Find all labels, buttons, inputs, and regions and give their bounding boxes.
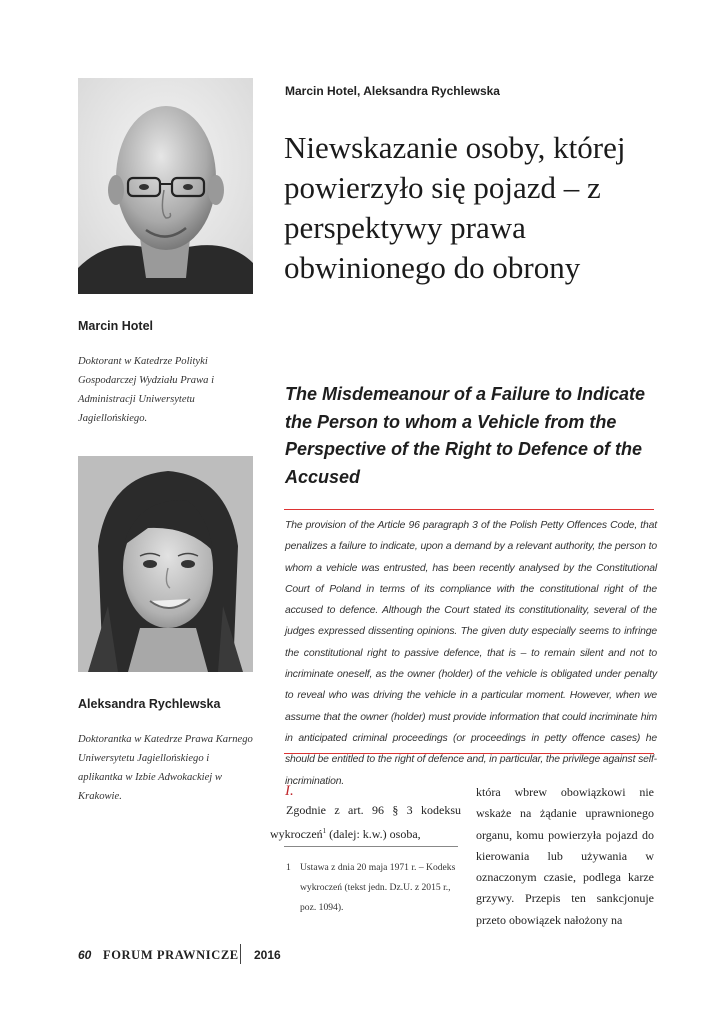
footnote-number: 1 <box>286 862 291 873</box>
footnote-text: Ustawa z dnia 20 maja 1971 r. – Kodeks wykroczeń (tekst jedn. Dz.U. z 2015 r., poz. 1094). <box>300 862 456 913</box>
col1-text-end: (dalej: k.w.) osoba, <box>326 827 421 842</box>
journal-name: FORUM PRAWNICZE <box>103 948 239 962</box>
portrait-man-image <box>78 78 253 294</box>
abstract-bottom-rule <box>284 753 654 754</box>
article-title-english: The Misdemeanour of a Failure to Indicate the Person to whom a Vehicle from the Perspective of the Right to Defence of the Accused <box>285 384 646 487</box>
footnote-reference[interactable]: 1 <box>322 827 327 836</box>
section-number: I. <box>285 783 294 799</box>
body-column-1 <box>270 800 461 846</box>
article-title-polish: Niewskazanie osoby, której powierzyło się pojazd – z perspektywy prawa obwinionego do obrony <box>284 130 626 285</box>
footnote <box>284 858 462 918</box>
footer-separator <box>240 944 241 964</box>
author-bio-1: Doktorant w Katedrze Polityki Gospodarczej Wydziału Prawa i Administracji Uniwersytetu Jagiellońskiego. <box>78 356 215 424</box>
author-name-2: Aleksandra Rychlewska <box>78 697 221 711</box>
col1-text-start: Zgodnie z art. 96 § 3 kodeksu wykroczeń <box>270 803 461 842</box>
abstract-top-rule <box>284 509 654 510</box>
body-column-2: która wbrew obowiązkowi nie wskaże na żądanie uprawnionego organu, komu powierzyła pojazd do kierowania lub używania w oznaczonym czasie, podlega karze grzywy. Przepis ten sankcjonuje przeto obowiązek nałożony na <box>476 785 654 927</box>
article-authors: Marcin Hotel, Aleksandra Rychlewska <box>285 84 500 98</box>
abstract-text: The provision of the Article 96 paragraph 3 of the Polish Petty Offences Code, that penalizes a failure to indicate, upon a demand by a relevant authority, the person to whom a vehicle was entrusted, has been recently analysed by the Constitutional Court of Poland in terms of its compliance with the constitutional right of the accused to defence. Although the Court stated its constitutionality, several of the judges expressed dissenting opinions. The given duty especially seems to infringe the constitutional right to passive defence, that is – to remain silent and not to incriminate oneself, as the owner (holder) of the vehicle is obligated under penalty to reveal who was driving the vehicle in a particular moment. However, when we assume that the owner (holder) must provide information that could incriminate him in anticipated criminal proceedings (or proceedings in petty offence cases) he should be entitled to the right of defence and, in particular, the privilege against self-incrimination. <box>285 520 657 787</box>
portrait-woman-image <box>78 456 253 672</box>
page-number: 60 <box>78 948 92 962</box>
author-photo-marcin-hotel <box>78 78 253 294</box>
author-name-1: Marcin Hotel <box>78 319 154 333</box>
author-bio-2: Doktorantka w Katedrze Prawa Karnego Uniwersytetu Jagiellońskiego i aplikantka w Izbie Adwokackiej w Krakowie. <box>78 734 253 802</box>
footnote-rule <box>284 846 458 847</box>
author-photo-aleksandra-rychlewska <box>78 456 253 672</box>
journal-year: 2016 <box>254 948 281 962</box>
